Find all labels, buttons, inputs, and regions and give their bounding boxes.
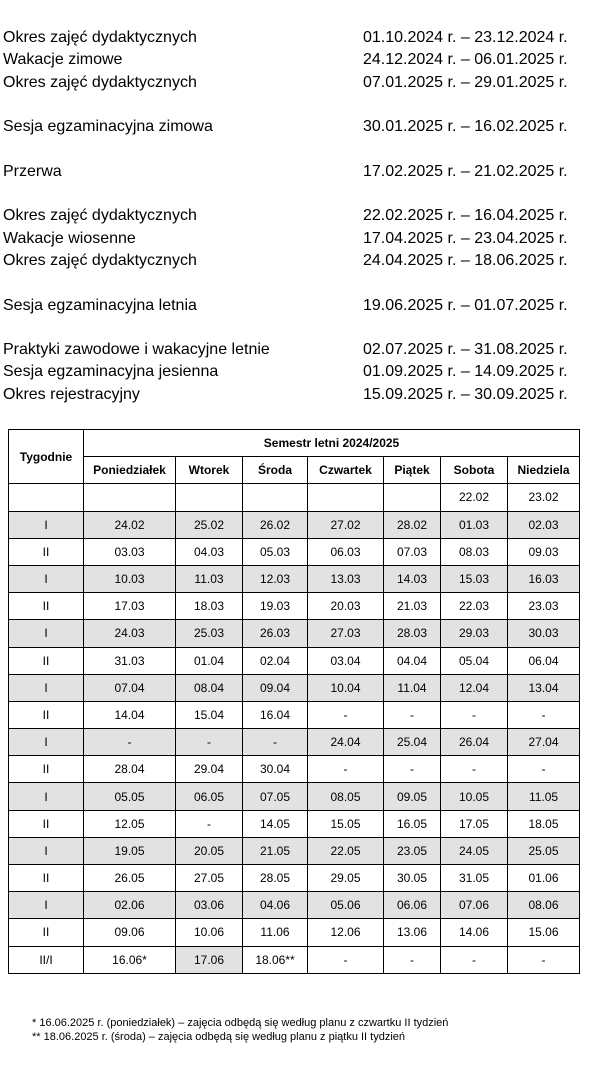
date-cell: 16.04 <box>243 701 308 728</box>
date-cell <box>243 484 308 511</box>
day-header: Poniedziałek <box>84 457 176 484</box>
period-dates: 24.04.2025 r. – 18.06.2025 r. <box>363 251 568 269</box>
date-cell: 30.04 <box>243 756 308 783</box>
date-cell: 26.02 <box>243 511 308 538</box>
date-cell: 23.02 <box>508 484 580 511</box>
date-cell: 06.05 <box>176 783 243 810</box>
period-row <box>3 161 591 183</box>
date-cell: 04.03 <box>176 538 243 565</box>
date-cell: 21.05 <box>243 837 308 864</box>
date-cell: 18.06** <box>243 946 308 973</box>
table-row <box>9 837 580 864</box>
date-cell: 04.04 <box>384 647 441 674</box>
date-cell: 27.04 <box>508 729 580 756</box>
date-cell: - <box>384 756 441 783</box>
date-cell: 29.05 <box>308 865 384 892</box>
date-cell: 18.05 <box>508 810 580 837</box>
date-cell: 18.03 <box>176 593 243 620</box>
date-cell: 09.04 <box>243 674 308 701</box>
date-cell: 07.04 <box>84 674 176 701</box>
date-cell: 08.05 <box>308 783 384 810</box>
period-row <box>3 116 591 138</box>
academic-periods-list <box>3 27 591 406</box>
period-row <box>3 361 591 383</box>
period-name: Okres zajęć dydaktycznych <box>3 73 197 91</box>
date-cell: 23.05 <box>384 837 441 864</box>
calendar-body <box>9 484 580 973</box>
date-cell: 17.03 <box>84 593 176 620</box>
table-row <box>9 865 580 892</box>
date-cell: 13.03 <box>308 565 384 592</box>
date-cell: 12.06 <box>308 919 384 946</box>
period-row <box>3 27 591 49</box>
week-label: II <box>9 919 84 946</box>
date-cell: 23.03 <box>508 593 580 620</box>
day-header: Niedziela <box>508 457 580 484</box>
semester-calendar-table <box>8 429 580 974</box>
date-cell: 15.03 <box>441 565 508 592</box>
date-cell: 30.03 <box>508 620 580 647</box>
date-cell: - <box>308 756 384 783</box>
date-cell: 05.05 <box>84 783 176 810</box>
date-cell: 19.03 <box>243 593 308 620</box>
week-label: I <box>9 674 84 701</box>
date-cell: 14.03 <box>384 565 441 592</box>
date-cell: 05.06 <box>308 892 384 919</box>
table-row <box>9 565 580 592</box>
period-name: Wakacje zimowe <box>3 51 123 69</box>
period-dates: 01.10.2024 r. – 23.12.2024 r. <box>363 29 568 46</box>
date-cell: 03.04 <box>308 647 384 674</box>
date-cell: 06.04 <box>508 647 580 674</box>
period-dates: 02.07.2025 r. – 31.08.2025 r. <box>363 341 568 359</box>
date-cell: - <box>308 701 384 728</box>
date-cell: - <box>243 729 308 756</box>
date-cell: 26.04 <box>441 729 508 756</box>
table-row <box>9 701 580 728</box>
date-cell: 10.05 <box>441 783 508 810</box>
table-row <box>9 647 580 674</box>
day-header: Czwartek <box>308 457 384 484</box>
date-cell: 15.06 <box>508 919 580 946</box>
date-cell: 22.03 <box>441 593 508 620</box>
period-dates: 17.02.2025 r. – 21.02.2025 r. <box>363 162 568 180</box>
date-cell: 20.03 <box>308 593 384 620</box>
date-cell: - <box>384 946 441 973</box>
week-label: I <box>9 783 84 810</box>
period-dates: 19.06.2025 r. – 01.07.2025 r. <box>363 296 568 314</box>
table-row <box>9 756 580 783</box>
footnote-2: ** 18.06.2025 r. (środa) – zajęcia odbędą się według planu z piątku II tydzień <box>32 1031 406 1043</box>
date-cell: 10.06 <box>176 919 243 946</box>
date-cell: 08.04 <box>176 674 243 701</box>
table-row <box>9 729 580 756</box>
date-cell: 02.06 <box>84 892 176 919</box>
table-row <box>9 919 580 946</box>
period-name: Przerwa <box>3 162 62 180</box>
week-label: II <box>9 538 84 565</box>
date-cell: 20.05 <box>176 837 243 864</box>
date-cell: 01.06 <box>508 865 580 892</box>
period-name: Okres zajęć dydaktycznych <box>3 251 197 269</box>
date-cell: 30.05 <box>384 865 441 892</box>
date-cell: 26.05 <box>84 865 176 892</box>
date-cell: 12.03 <box>243 565 308 592</box>
date-cell: 16.06* <box>84 946 176 973</box>
period-row <box>3 250 591 272</box>
date-cell: 14.06 <box>441 919 508 946</box>
date-cell: 24.02 <box>84 511 176 538</box>
date-cell: 25.04 <box>384 729 441 756</box>
date-cell: 27.03 <box>308 620 384 647</box>
date-cell: 25.03 <box>176 620 243 647</box>
period-name: Praktyki zawodowe i wakacyjne letnie <box>3 341 270 359</box>
period-row <box>3 228 591 250</box>
period-dates: 17.04.2025 r. – 23.04.2025 r. <box>363 229 568 247</box>
date-cell: 28.02 <box>384 511 441 538</box>
date-cell: 25.05 <box>508 837 580 864</box>
date-cell: 10.03 <box>84 565 176 592</box>
date-cell: 28.03 <box>384 620 441 647</box>
date-cell: 14.05 <box>243 810 308 837</box>
date-cell: 16.03 <box>508 565 580 592</box>
period-row <box>3 295 591 317</box>
table-row <box>9 620 580 647</box>
period-name: Sesja egzaminacyjna zimowa <box>3 118 213 136</box>
period-dates: 30.01.2025 r. – 16.02.2025 r. <box>363 118 568 136</box>
date-cell: 01.03 <box>441 511 508 538</box>
footnote-1: * 16.06.2025 r. (poniedziałek) – zajęcia odbędą się według planu z czwartku II tydzień <box>32 1017 449 1029</box>
day-header: Wtorek <box>176 457 243 484</box>
date-cell: 06.06 <box>384 892 441 919</box>
period-name: Okres zajęć dydaktycznych <box>3 207 197 225</box>
date-cell: 15.05 <box>308 810 384 837</box>
table-row <box>9 946 580 973</box>
table-row <box>9 593 580 620</box>
date-cell: 11.06 <box>243 919 308 946</box>
date-cell <box>384 484 441 511</box>
week-label: II <box>9 756 84 783</box>
period-name: Okres zajęć dydaktycznych <box>3 29 197 46</box>
date-cell: 05.04 <box>441 647 508 674</box>
period-name: Sesja egzaminacyjna letnia <box>3 296 197 314</box>
table-row <box>9 783 580 810</box>
date-cell: 03.06 <box>176 892 243 919</box>
date-cell: 03.03 <box>84 538 176 565</box>
date-cell <box>308 484 384 511</box>
date-cell: 24.05 <box>441 837 508 864</box>
date-cell: 11.03 <box>176 565 243 592</box>
table-row <box>9 511 580 538</box>
period-name: Okres rejestracyjny <box>3 385 140 403</box>
week-label: I <box>9 892 84 919</box>
table-row <box>9 538 580 565</box>
table-row <box>9 892 580 919</box>
period-name: Wakacje wiosenne <box>3 229 136 247</box>
week-label: I <box>9 837 84 864</box>
table-row <box>9 674 580 701</box>
date-cell: 22.05 <box>308 837 384 864</box>
day-header: Środa <box>243 457 308 484</box>
date-cell: 24.04 <box>308 729 384 756</box>
date-cell: 07.06 <box>441 892 508 919</box>
date-cell: - <box>508 701 580 728</box>
week-label <box>9 484 84 511</box>
footnotes <box>32 1016 448 1044</box>
date-cell: 04.06 <box>243 892 308 919</box>
date-cell: 17.06 <box>176 946 243 973</box>
period-row <box>3 339 591 361</box>
date-cell: 13.04 <box>508 674 580 701</box>
day-header: Sobota <box>441 457 508 484</box>
week-label: II/I <box>9 946 84 973</box>
week-label: II <box>9 593 84 620</box>
date-cell: - <box>508 946 580 973</box>
table-row <box>9 484 580 511</box>
date-cell: - <box>176 810 243 837</box>
period-name: Sesja egzaminacyjna jesienna <box>3 363 219 381</box>
date-cell: 10.04 <box>308 674 384 701</box>
day-header-row <box>9 457 580 484</box>
date-cell: 14.04 <box>84 701 176 728</box>
date-cell: 31.05 <box>441 865 508 892</box>
date-cell: 05.03 <box>243 538 308 565</box>
weeks-header: Tygodnie <box>9 430 84 484</box>
week-label: II <box>9 701 84 728</box>
date-cell: - <box>176 729 243 756</box>
period-dates: 24.12.2024 r. – 06.01.2025 r. <box>363 51 568 69</box>
period-dates: 15.09.2025 r. – 30.09.2025 r. <box>363 385 568 403</box>
date-cell: 08.03 <box>441 538 508 565</box>
week-label: I <box>9 511 84 538</box>
date-cell: 07.03 <box>384 538 441 565</box>
date-cell: 06.03 <box>308 538 384 565</box>
date-cell: 31.03 <box>84 647 176 674</box>
date-cell: - <box>508 756 580 783</box>
date-cell: 24.03 <box>84 620 176 647</box>
date-cell: - <box>441 701 508 728</box>
period-dates: 01.09.2025 r. – 14.09.2025 r. <box>363 363 568 381</box>
date-cell: 17.05 <box>441 810 508 837</box>
week-label: I <box>9 565 84 592</box>
date-cell: 09.06 <box>84 919 176 946</box>
week-label: II <box>9 810 84 837</box>
date-cell: 19.05 <box>84 837 176 864</box>
date-cell: 29.03 <box>441 620 508 647</box>
date-cell: 27.02 <box>308 511 384 538</box>
date-cell: 26.03 <box>243 620 308 647</box>
week-label: II <box>9 865 84 892</box>
week-label: I <box>9 729 84 756</box>
date-cell <box>176 484 243 511</box>
date-cell: 28.05 <box>243 865 308 892</box>
table-row <box>9 810 580 837</box>
period-row <box>3 49 591 71</box>
period-row <box>3 384 591 406</box>
date-cell: 13.06 <box>384 919 441 946</box>
date-cell: - <box>441 756 508 783</box>
period-row <box>3 205 591 227</box>
date-cell: - <box>441 946 508 973</box>
date-cell: 22.02 <box>441 484 508 511</box>
date-cell: 16.05 <box>384 810 441 837</box>
date-cell: 25.02 <box>176 511 243 538</box>
date-cell: 28.04 <box>84 756 176 783</box>
date-cell <box>84 484 176 511</box>
period-row <box>3 72 591 94</box>
day-header: Piątek <box>384 457 441 484</box>
date-cell: 02.04 <box>243 647 308 674</box>
date-cell: 21.03 <box>384 593 441 620</box>
week-label: II <box>9 647 84 674</box>
date-cell: 07.05 <box>243 783 308 810</box>
date-cell: - <box>84 729 176 756</box>
date-cell: - <box>308 946 384 973</box>
period-dates: 22.02.2025 r. – 16.04.2025 r. <box>363 207 568 225</box>
semester-title: Semestr letni 2024/2025 <box>84 430 580 457</box>
date-cell: 29.04 <box>176 756 243 783</box>
week-label: I <box>9 620 84 647</box>
date-cell: 12.05 <box>84 810 176 837</box>
date-cell: 27.05 <box>176 865 243 892</box>
date-cell: 09.03 <box>508 538 580 565</box>
date-cell: 11.04 <box>384 674 441 701</box>
date-cell: - <box>384 701 441 728</box>
date-cell: 01.04 <box>176 647 243 674</box>
date-cell: 08.06 <box>508 892 580 919</box>
date-cell: 02.03 <box>508 511 580 538</box>
date-cell: 15.04 <box>176 701 243 728</box>
date-cell: 11.05 <box>508 783 580 810</box>
date-cell: 09.05 <box>384 783 441 810</box>
date-cell: 12.04 <box>441 674 508 701</box>
period-dates: 07.01.2025 r. – 29.01.2025 r. <box>363 73 568 91</box>
